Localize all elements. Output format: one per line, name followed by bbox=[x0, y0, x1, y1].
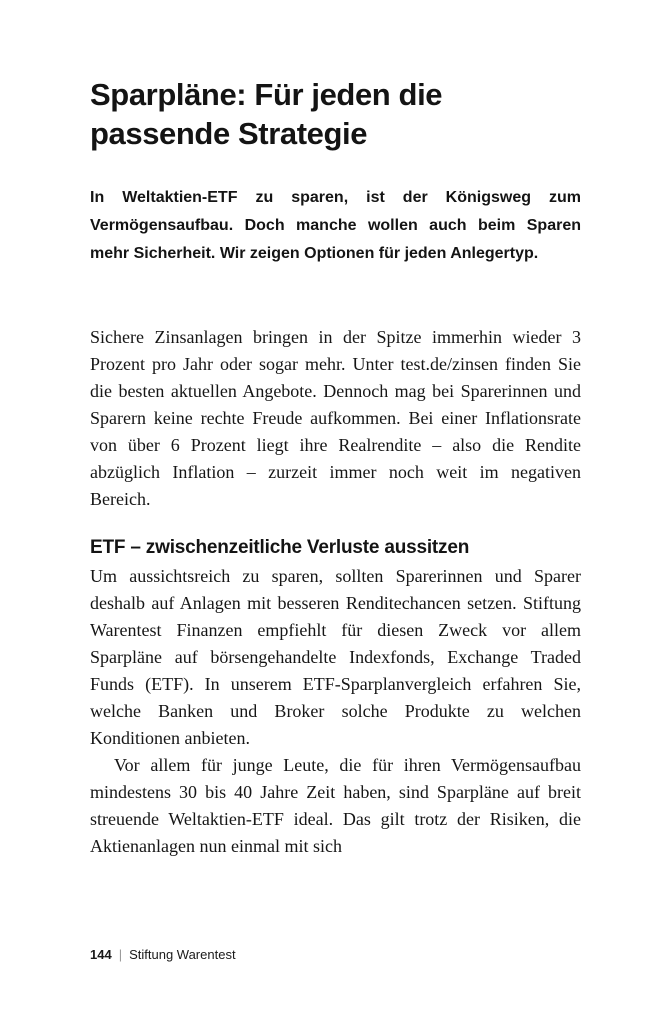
intro-paragraph: Sichere Zinsanlagen bringen in der Spitze immerhin wieder 3 Prozent pro Jahr oder sogar mehr. Unter test.de/zinsen finden Sie die besten aktuellen Angebote. Dennoch mag bei Sparerinnen und Sparern keine rechte Freude aufkommen. Bei einer Inflationsrate von über 6 Prozent liegt ihre Realrendite – also die Rendite abzüglich Inflation – zurzeit immer noch weit im negativen Bereich. bbox=[90, 326, 581, 509]
article-lead: In Weltaktien-ETF zu sparen, ist der Königsweg zum Vermögensaufbau. Doch manche wollen auch beim Sparen mehr Sicherheit. Wir zeigen Optionen für jeden Anlegertyp. bbox=[90, 188, 581, 262]
section-paragraph-1: Um aussichtsreich zu sparen, sollten Sparerinnen und Sparer deshalb auf Anlagen mit besseren Renditechancen setzen. Stiftung Warentest Finanzen empfiehlt für diesen Zweck vor allem Sparpläne auf börsengehandelte Indexfonds, Exchange Traded Funds (ETF). In unserem ETF-Sparplanvergleich erfahren Sie, welche Banken und Broker solche Produkte zu welchen Konditionen anbieten. bbox=[90, 565, 581, 748]
section-heading: ETF – zwischenzeitliche Verluste aussitzen bbox=[90, 536, 470, 558]
page-number: 144 bbox=[90, 947, 112, 962]
page-footer bbox=[90, 947, 236, 962]
section-paragraph-2: Vor allem für junge Leute, die für ihren Vermögensaufbau mindestens 30 bis 40 Jahre Zeit haben, sind Sparpläne auf breit streuende Weltaktien-ETF ideal. Das gilt trotz der Risiken, die Aktienanlagen nun einmal mit sich bbox=[90, 754, 581, 856]
footer-separator: | bbox=[118, 947, 123, 962]
article-title: Sparpläne: Für jeden die passende Strategie bbox=[90, 77, 443, 151]
publication-name: Stiftung Warentest bbox=[129, 947, 236, 962]
